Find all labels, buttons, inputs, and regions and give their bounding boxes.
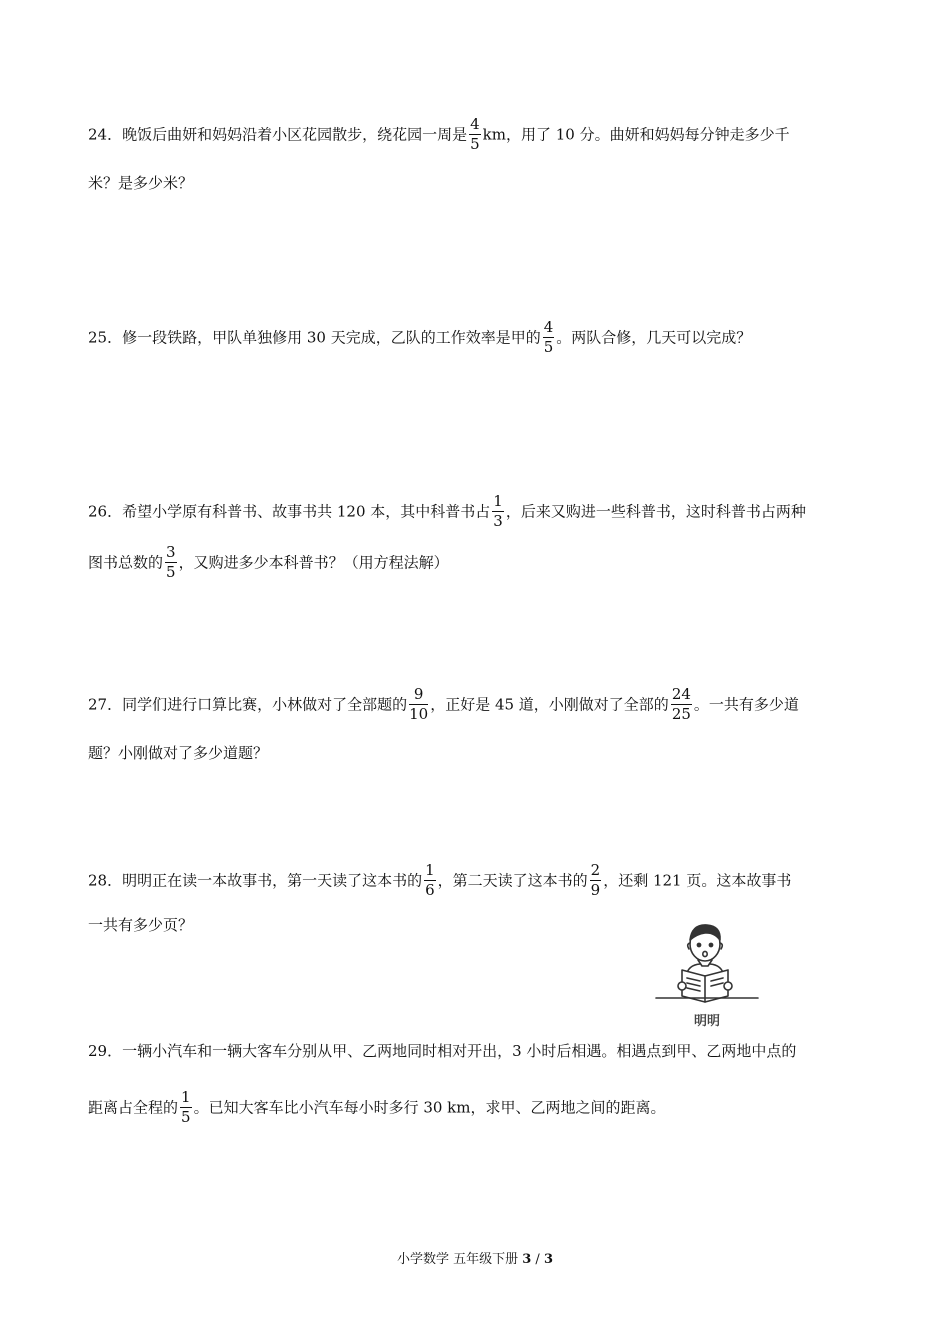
question-27-line-2: 题？小刚做对了多少道题？	[88, 744, 269, 762]
boy-reading-book-drawing	[652, 918, 762, 1010]
question-26-line-2: 图书总数的 $\frac{3}{5}$ ，又购进多少本科普书？（用方程法解）	[88, 543, 449, 581]
question-28-line-2: 一共有多少页？	[88, 916, 194, 934]
question-24-line-1: 24．晚饭后曲妍和妈妈沿着小区花园散步，绕花园一周是 $\frac{4}{5}$ km，用了 10 分。曲妍和妈妈每分钟走多少千	[88, 115, 790, 153]
fraction: $\frac{1}{5}$	[181, 1088, 191, 1126]
page-footer	[0, 1248, 950, 1267]
footer-page-number: 3	[522, 1252, 532, 1267]
footer-text: 小学数学 五年级下册	[396, 1252, 523, 1267]
question-25-line-1: 25．修一段铁路，甲队单独修用 30 天完成，乙队的工作效率是甲的 $\frac{4}{5}$ 。两队合修，几天可以完成？	[88, 318, 752, 356]
boy-reading-book-icon	[652, 918, 762, 1028]
fraction: $\frac{1}{6}$	[425, 861, 435, 899]
question-26-line-1: 26．希望小学原有科普书、故事书共 120 本，其中科普书占 $\frac{1}{3}$ ，后来又购进一些科普书，这时科普书占两种	[88, 492, 806, 530]
fraction: $\frac{1}{3}$	[493, 492, 503, 530]
footer-page-total: 3	[543, 1252, 553, 1267]
question-28-line-1: 28．明明正在读一本故事书，第一天读了这本书的 $\frac{1}{6}$ ，第二天读了这本书的 $\frac{2}{9}$ ，还剩 121 页。这本故事书	[88, 861, 792, 899]
fraction: $\frac{3}{5}$	[166, 543, 176, 581]
fraction: $\frac{9}{10}$	[409, 685, 429, 723]
question-27-line-1: 27．同学们进行口算比赛，小林做对了全部题的 $\frac{9}{10}$ ，正好是 45 道，小刚做对了全部的 $\frac{24}{25}$ 。一共有多少道	[88, 685, 799, 723]
fraction: $\frac{4}{5}$	[543, 318, 554, 356]
fraction: $\frac{24}{25}$	[671, 685, 691, 723]
footer-separator: /	[531, 1252, 544, 1267]
fraction: $\frac{2}{9}$	[590, 861, 601, 899]
question-29-line-2: 距离占全程的 $\frac{1}{5}$ 。已知大客车比小汽车每小时多行 30 km，求甲、乙两地之间的距离。	[88, 1088, 666, 1126]
question-24-line-2: 米？是多少米？	[88, 174, 194, 192]
illustration-caption: 明明	[693, 1014, 720, 1029]
fraction: $\frac{4}{5}$	[470, 115, 480, 153]
question-29-line-1: 29．一辆小汽车和一辆大客车分别从甲、乙两地同时相对开出，3 小时后相遇。相遇点到甲、乙两地中点的	[88, 1042, 797, 1060]
